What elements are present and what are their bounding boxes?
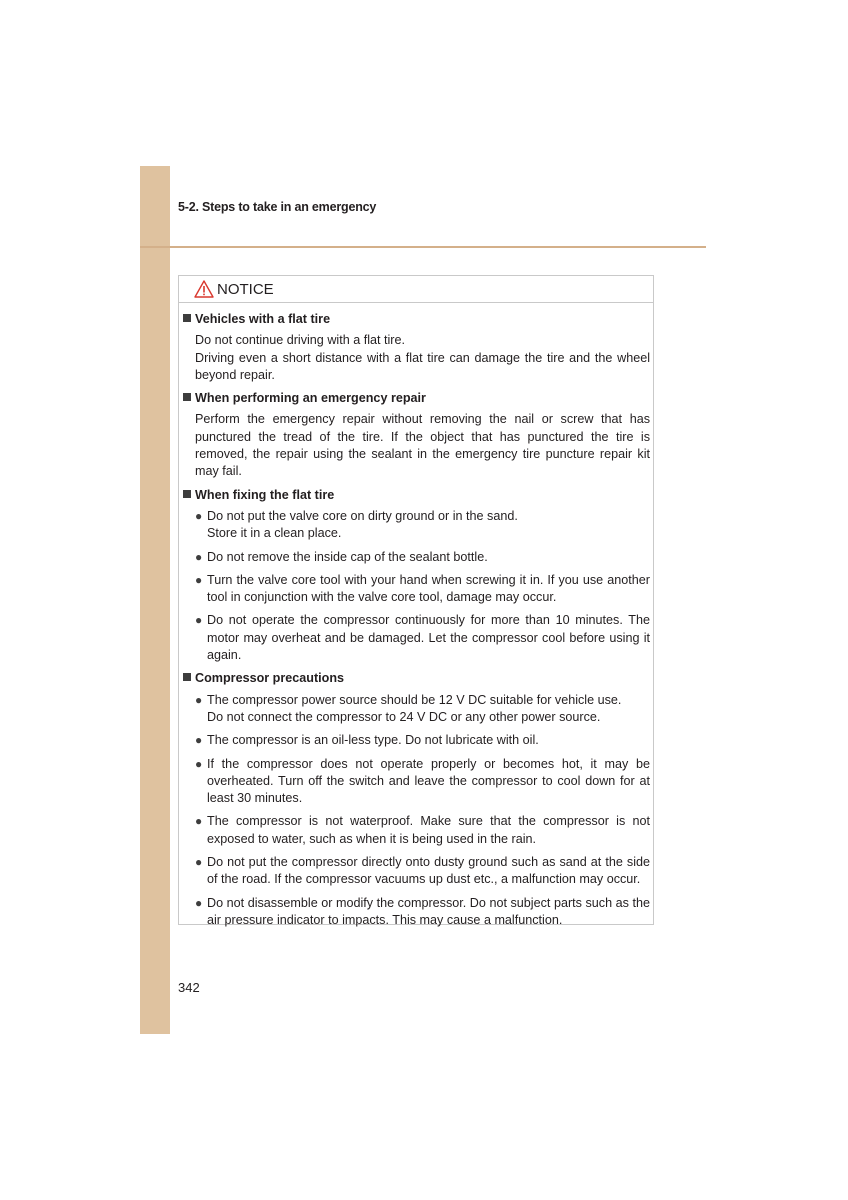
list-item: ● The compressor is not waterproof. Make sure that the compressor is not exposed to water, such as when it is being used in the rain. [195,813,650,848]
list-item: ● The compressor power source should be 12 V DC suitable for vehicle use. Do not connect the compressor to 24 V DC or any other power source. [195,692,650,727]
notice-body [183,311,650,935]
round-bullet-icon: ● [195,549,203,564]
square-bullet-icon [183,393,191,401]
round-bullet-icon: ● [195,756,203,771]
round-bullet-icon: ● [195,814,203,829]
list-item: ● Do not remove the inside cap of the sealant bottle. [195,549,650,566]
list-item: ● The compressor is an oil-less type. Do not lubricate with oil. [195,732,650,749]
square-bullet-icon [183,673,191,681]
section-header-title: 5-2. Steps to take in an emergency [178,200,377,214]
section-paragraphs [195,411,650,480]
paragraph: Do not continue driving with a flat tire. [195,333,406,348]
square-bullet-icon [183,314,191,322]
list-item: ● Do not put the compressor directly onto dusty ground such as sand at the side of the road. If the compressor vacuums up dust etc., a malfunction may occur. [195,854,650,889]
round-bullet-icon: ● [195,692,203,707]
header-divider [140,246,706,248]
paragraph: Perform the emergency repair without removing the nail or screw that has punctured the tread of the tire. If the object that has punctured the tire is removed, the repair using the sealant in the emergency tire puncture repair kit may fail. [195,412,650,479]
list-item: ● If the compressor does not operate properly or becomes hot, it may be overheated. Turn off the switch and leave the compressor to cool down for at least 30 minutes. [195,756,650,808]
chapter-side-tab [140,166,170,1034]
section-title: Vehicles with a flat tire [183,311,650,328]
list-item: ● Do not disassemble or modify the compressor. Do not subject parts such as the air pressure indicator to impacts. This may cause a malfunction. [195,895,650,930]
page-number: 342 [178,980,200,995]
notice-label: NOTICE [217,281,274,298]
round-bullet-icon: ● [195,855,203,870]
warning-triangle-icon [194,280,214,298]
square-bullet-icon [183,490,191,498]
round-bullet-icon: ● [195,508,203,523]
list-item: ● Do not put the valve core on dirty ground or in the sand. Store it in a clean place. [195,508,650,543]
section-title: Compressor precautions [183,670,650,687]
notice-box [178,275,654,925]
section-title: When fixing the flat tire [183,487,650,504]
round-bullet-icon: ● [195,733,203,748]
round-bullet-icon: ● [195,895,203,910]
paragraph: Driving even a short distance with a flat tire can damage the tire and the wheel beyond repair. [195,350,650,382]
round-bullet-icon: ● [195,572,203,587]
section-title: When performing an emergency repair [183,390,650,407]
section-paragraphs [195,332,650,384]
list-item: ● Turn the valve core tool with your hand when screwing it in. If you use another tool in conjunction with the valve core tool, damage may occur. [195,572,650,607]
round-bullet-icon: ● [195,613,203,628]
notice-header [179,276,653,303]
list-item: ● Do not operate the compressor continuously for more than 10 minutes. The motor may overheat and be damaged. Let the compressor cool before using it again. [195,612,650,664]
